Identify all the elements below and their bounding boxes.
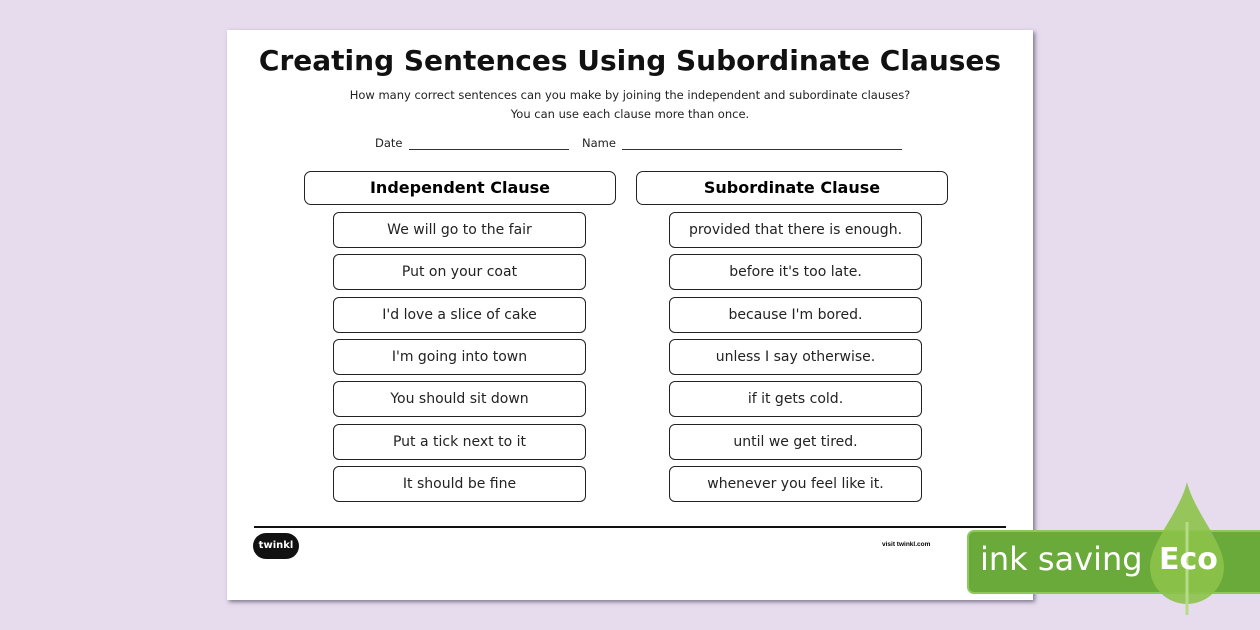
page-title: Creating Sentences Using Subordinate Clauses (258, 44, 1002, 77)
ink-saving-text: ink saving (980, 540, 1143, 578)
subordinate-clause-card: whenever you feel like it. (669, 466, 922, 502)
independent-clause-card: Put a tick next to it (333, 424, 586, 460)
independent-clause-card: We will go to the fair (333, 212, 586, 248)
instruction-line-2: You can use each clause more than once. (510, 107, 750, 121)
date-label: Date (375, 136, 403, 150)
independent-clause-card: I'd love a slice of cake (333, 297, 586, 333)
subordinate-clause-card: if it gets cold. (669, 381, 922, 417)
subordinate-clause-card: unless I say otherwise. (669, 339, 922, 375)
footer-divider (254, 526, 1006, 528)
independent-clause-card: I'm going into town (333, 339, 586, 375)
subordinate-clause-card: until we get tired. (669, 424, 922, 460)
subordinate-clause-card: provided that there is enough. (669, 212, 922, 248)
name-field (582, 136, 902, 150)
date-line (409, 149, 569, 150)
subordinate-clause-header: Subordinate Clause (636, 171, 948, 205)
independent-clause-card: Put on your coat (333, 254, 586, 290)
name-label: Name (582, 136, 616, 150)
independent-clause-card: It should be fine (333, 466, 586, 502)
independent-clause-card: You should sit down (333, 381, 586, 417)
date-field (375, 136, 569, 150)
subordinate-clause-card: because I'm bored. (669, 297, 922, 333)
name-line (622, 149, 902, 150)
instruction-line-1: How many correct sentences can you make by joining the independent and subordinate clauses? (349, 88, 911, 102)
visit-link: visit twinkl.com (882, 541, 931, 548)
twinkl-logo: twinkl (253, 533, 299, 559)
worksheet-page (227, 30, 1033, 600)
subordinate-clause-card: before it's too late. (669, 254, 922, 290)
independent-clause-header: Independent Clause (304, 171, 616, 205)
eco-label: Eco (1159, 542, 1218, 577)
